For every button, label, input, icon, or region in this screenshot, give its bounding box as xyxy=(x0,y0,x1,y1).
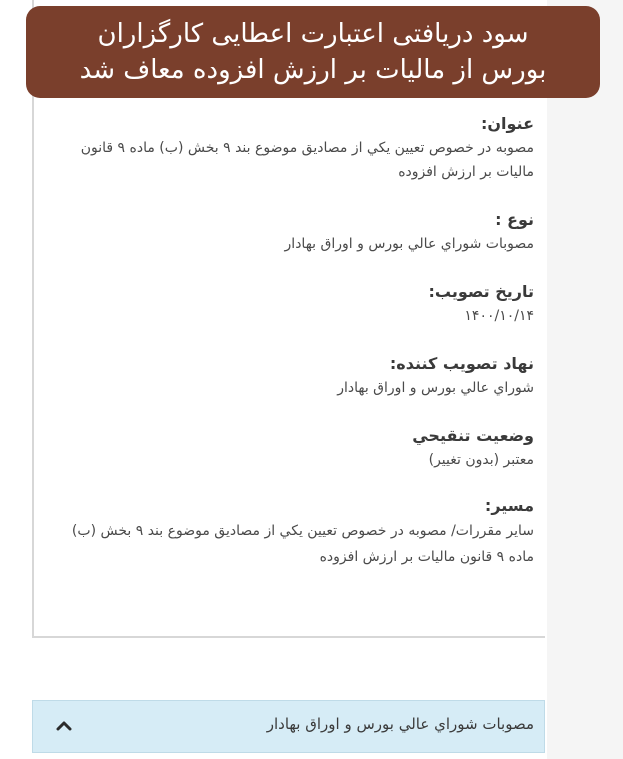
headline-line-1: سود دریافتی اعتبارت اعطایی کارگزاران xyxy=(97,19,529,49)
field-type xyxy=(54,208,534,256)
field-revision-status-value: معتبر (بدون تغيير) xyxy=(428,452,534,468)
field-title xyxy=(54,112,534,184)
category-collapse-header[interactable] xyxy=(32,700,545,753)
category-collapse-label: مصوبات شوراي عالي بورس و اوراق بهادار xyxy=(266,715,534,733)
field-title-value: مصوبه در خصوص تعيين يكي از مصاديق موضوع بند ۹ بخش (ب) ماده ۹ قانون ماليات بر ارزش افزوده xyxy=(80,140,534,180)
field-type-value: مصوبات شوراي عالي بورس و اوراق بهادار xyxy=(284,236,534,252)
field-path-label: مسير: xyxy=(484,496,534,515)
field-approval-date-label: تاريخ تصويب: xyxy=(428,282,534,301)
field-revision-status xyxy=(54,424,534,472)
field-revision-status-label: وضعيت تنقيحي xyxy=(412,426,534,445)
chevron-up-icon[interactable] xyxy=(55,717,73,735)
headline-banner xyxy=(26,6,600,98)
field-path-value: ساير مقررات/ مصوبه در خصوص تعيين يكي از مصاديق موضوع بند ۹ بخش (ب) ماده ۹ قانون ماليات بر ارزش افزوده xyxy=(71,523,534,565)
field-approving-body-value: شوراي عالي بورس و اوراق بهادار xyxy=(337,380,534,396)
field-approval-date xyxy=(54,280,534,328)
right-margin xyxy=(547,0,623,759)
field-approving-body xyxy=(54,352,534,400)
field-path xyxy=(54,494,534,570)
field-title-label: عنوان: xyxy=(480,114,534,133)
field-type-label: نوع : xyxy=(495,210,534,229)
field-approval-date-value: ۱۴۰۰/۱۰/۱۴ xyxy=(464,308,534,324)
field-approving-body-label: نهاد تصويب كننده: xyxy=(389,354,534,373)
headline-line-2: بورس از مالیات بر ارزش افزوده معاف شد xyxy=(79,55,547,85)
